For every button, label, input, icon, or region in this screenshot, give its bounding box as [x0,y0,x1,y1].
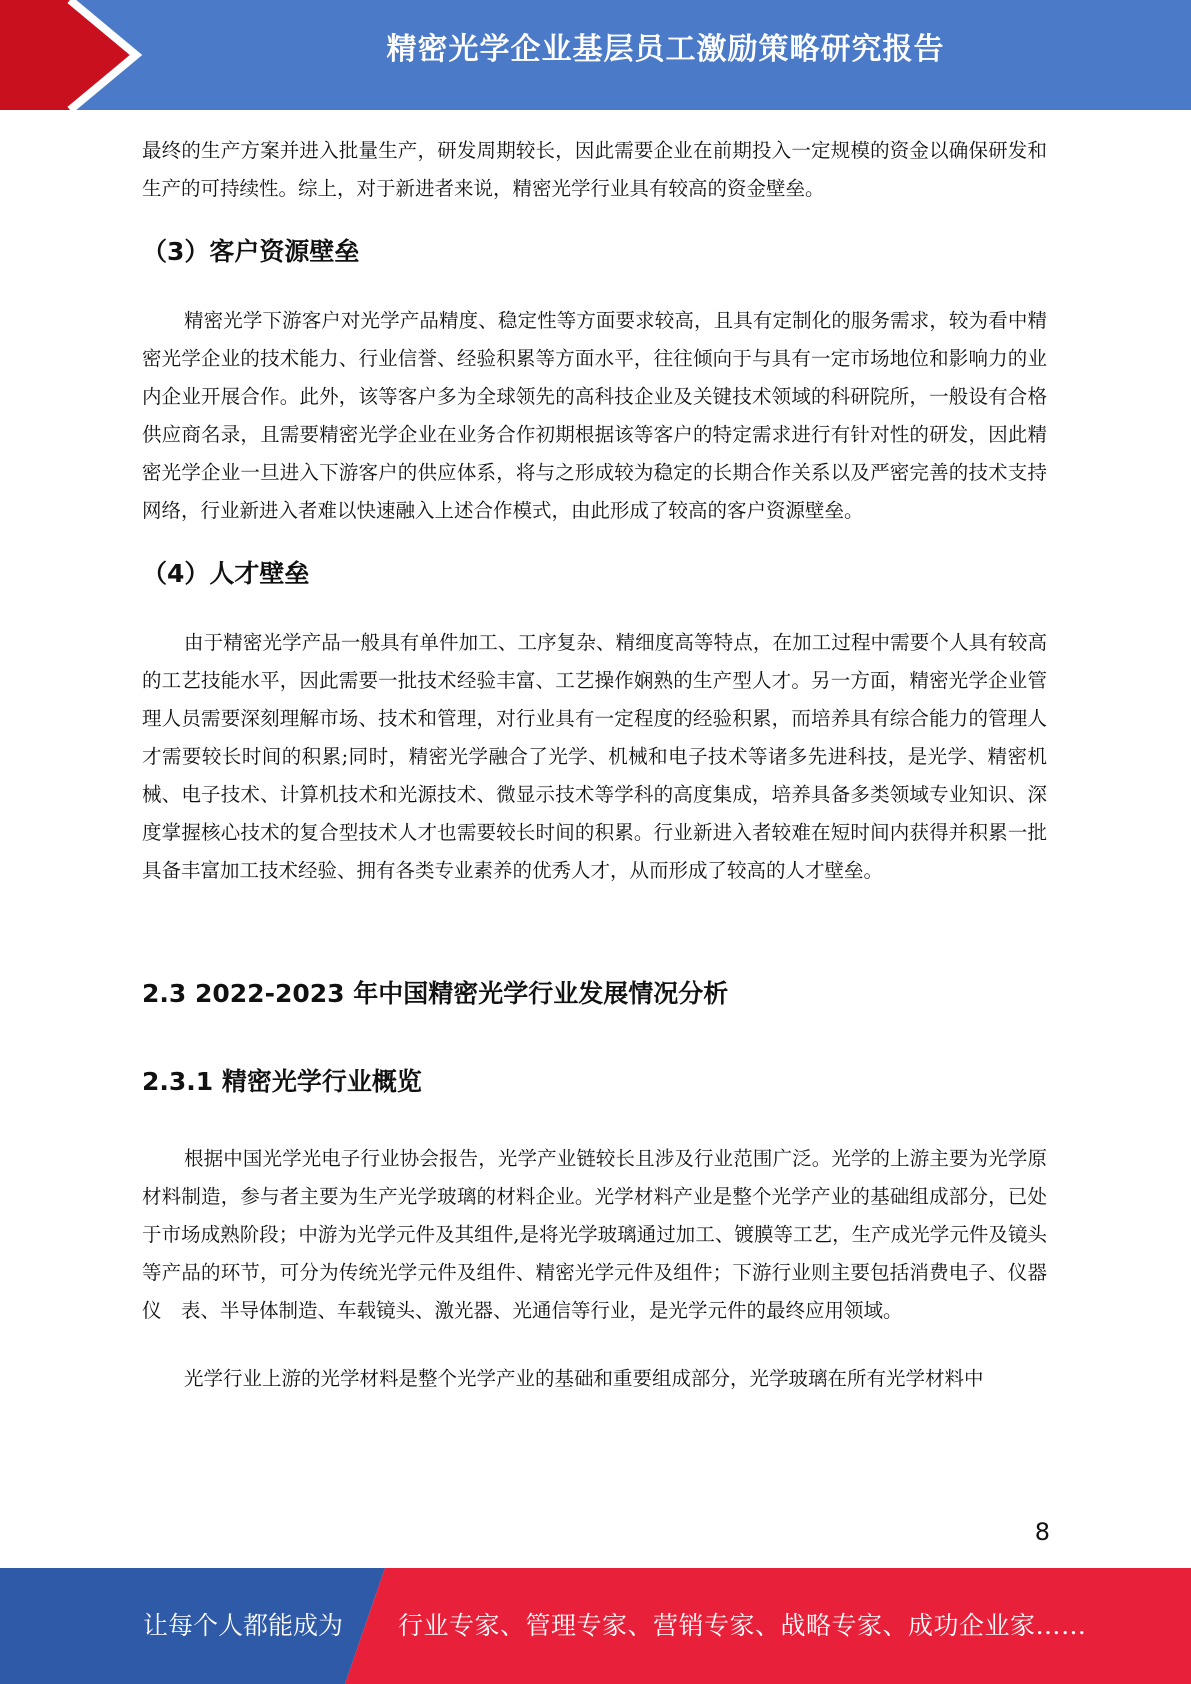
page-number: 8 [1034,1518,1050,1546]
footer-slogan-left: 让每个人都能成为 [143,1611,344,1640]
footer-slogan-right: 行业专家、管理专家、营销专家、战略专家、成功企业家…… [398,1611,1087,1640]
heading-talent-barrier: （4）人才壁垒 [142,559,310,588]
page-footer [0,1568,1191,1684]
page-content [142,132,1047,1398]
heading-customer-barrier: （3）客户资源壁垒 [142,237,360,266]
paragraph-funding-barrier-end: 最终的生产方案并进入批量生产，研发周期较长，因此需要企业在前期投入一定规模的资金以确保研发和生产的可持续性。综上，对于新进者来说，精密光学行业具有较高的资金壁垒。 [142,139,1047,200]
header-arrow-graphic [0,0,160,110]
heading-section-2-3: 2.3 2022-2023 年中国精密光学行业发展情况分析 [142,979,729,1008]
page-header [0,0,1191,110]
paragraph-industry-overview: 根据中国光学光电子行业协会报告，光学产业链较长且涉及行业范围广泛。光学的上游主要为光学原材料制造，参与者主要为生产光学玻璃的材料企业。光学材料产业是整个光学产业的基础组成部分，已处于市场成熟阶段；中游为光学元件及其组件,是将光学玻璃通过加工、镀膜等工艺，生产成光学元件及镜头等产品的环节，可分为传统光学元件及组件、精密光学元件及组件；下游行业则主要包括消费电子、仪器仪 表、半导体制造、车载镜头、激光器、光通信等行业，是光学元件的最终应用领域。 [142,1147,1047,1322]
paragraph-customer-barrier: 精密光学下游客户对光学产品精度、稳定性等方面要求较高，且具有定制化的服务需求，较为看中精密光学企业的技术能力、行业信誉、经验积累等方面水平，往往倾向于与具有一定市场地位和影响力的业内企业开展合作。此外，该等客户多为全球领先的高科技企业及关键技术领域的科研院所，一般设有合格供应商名录，且需要精密光学企业在业务合作初期根据该等客户的特定需求进行有针对性的研发，因此精密光学企业一旦进入下游客户的供应体系，将与之形成较为稳定的长期合作关系以及严密完善的技术支持网络，行业新进入者难以快速融入上述合作模式，由此形成了较高的客户资源壁垒。 [142,309,1047,522]
heading-section-2-3-1: 2.3.1 精密光学行业概览 [142,1067,422,1096]
report-title: 精密光学企业基层员工激励策略研究报告 [386,32,945,67]
paragraph-upstream-materials: 光学行业上游的光学材料是整个光学产业的基础和重要组成部分，光学玻璃在所有光学材料中 [184,1367,984,1390]
paragraph-talent-barrier: 由于精密光学产品一般具有单件加工、工序复杂、精细度高等特点，在加工过程中需要个人具有较高的工艺技能水平，因此需要一批技术经验丰富、工艺操作娴熟的生产型人才。另一方面，精密光学企业管理人员需要深刻理解市场、技术和管理，对行业具有一定程度的经验积累，而培养具有综合能力的管理人才需要较长时间的积累;同时，精密光学融合了光学、机械和电子技术等诸多先进科技，是光学、精密机械、电子技术、计算机技术和光源技术、微显示技术等学科的高度集成，培养具备多类领域专业知识、深度掌握核心技术的复合型技术人才也需要较长时间的积累。行业新进入者较难在短时间内获得并积累一批具备丰富加工技术经验、拥有各类专业素养的优秀人才，从而形成了较高的人才壁垒。 [142,631,1047,882]
